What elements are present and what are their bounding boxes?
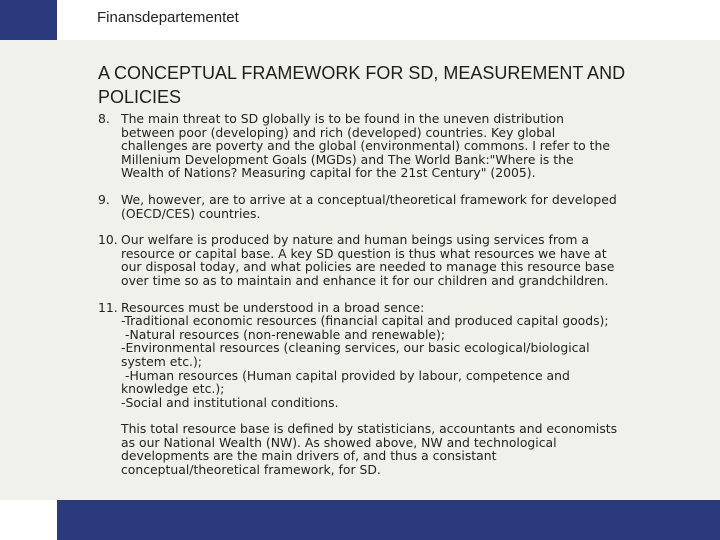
paragraph-line: This total resource base is defined by statisticians, accountants and economists bbox=[121, 421, 618, 437]
point-list bbox=[98, 112, 698, 490]
paragraph-line: conceptual/theoretical framework, for SD. bbox=[121, 462, 381, 478]
corner-brand-block bbox=[0, 0, 57, 40]
point-8 bbox=[98, 112, 698, 180]
point-line: Millenium Development Goals (MGDs) and The World Bank:"Where is the bbox=[121, 151, 574, 167]
point-line: The main threat to SD globally is to be found in the uneven distribution bbox=[121, 111, 564, 126]
point-line: We, however, are to arrive at a conceptual/theoretical framework for developed bbox=[121, 191, 617, 207]
footer-band bbox=[57, 500, 720, 540]
paragraph-line: as our National Wealth (NW). As showed above, NW and technological bbox=[121, 434, 557, 450]
point-line: our disposal today, and what policies are needed to manage this resource base bbox=[121, 259, 615, 275]
resource-item: -Natural resources (non-renewable and renewable); bbox=[125, 326, 446, 342]
resource-item: -Social and institutional conditions. bbox=[121, 394, 339, 410]
ministry-name: Finansdepartementet bbox=[97, 9, 239, 26]
point-number: 8. bbox=[98, 111, 110, 126]
point-line: resource or capital base. A key SD question is thus what resources we have at bbox=[121, 245, 607, 261]
point-line: over time so as to maintain and enhance it for our children and grandchildren. bbox=[121, 272, 609, 288]
point-10 bbox=[98, 233, 698, 287]
resource-item: -Human resources (Human capital provided by labour, competence and bbox=[125, 367, 570, 383]
point-number: 11. bbox=[98, 299, 118, 315]
slide-title: A CONCEPTUAL FRAMEWORK FOR SD, MEASUREMENT AND POLICIES bbox=[98, 63, 626, 107]
point-line: Our welfare is produced by nature and human beings using services from a bbox=[121, 232, 589, 248]
point-9 bbox=[98, 193, 698, 220]
point-line: (OECD/CES) countries. bbox=[121, 205, 261, 221]
summary-paragraph bbox=[121, 422, 698, 476]
point-line: between poor (developing) and rich (developed) countries. Key global bbox=[121, 124, 556, 140]
point-number: 9. bbox=[98, 191, 110, 207]
paragraph-line: developments are the main drivers of, and thus a consistant bbox=[121, 448, 497, 464]
point-line: Wealth of Nations? Measuring capital for the 21st Century" (2005). bbox=[121, 165, 536, 181]
point-number: 10. bbox=[98, 232, 118, 248]
resource-item: -Environmental resources (cleaning services, our basic ecological/biological bbox=[121, 340, 590, 356]
point-line: Resources must be understood in a broad sence: bbox=[121, 299, 425, 315]
footer-left-area bbox=[0, 500, 57, 540]
resource-item: -Traditional economic resources (financial capital and produced capital goods); bbox=[121, 313, 609, 329]
resource-item: system etc.); bbox=[121, 353, 202, 369]
point-11 bbox=[98, 301, 698, 477]
resource-item: knowledge etc.); bbox=[121, 381, 225, 397]
point-line: challenges are poverty and the global (environmental) commons. I refer to the bbox=[121, 138, 610, 154]
